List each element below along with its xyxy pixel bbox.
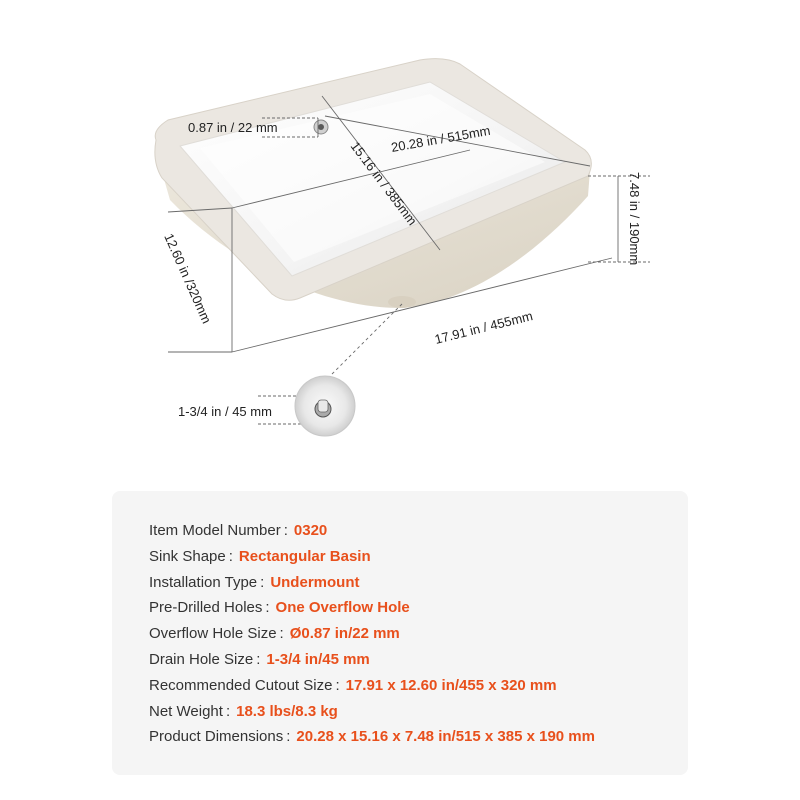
spec-value: One Overflow Hole — [275, 599, 410, 617]
spec-sink-shape — [149, 544, 595, 570]
top-length-dimension-label: 20.28 in / 515mm — [389, 122, 492, 155]
spec-value: 20.28 x 15.16 x 7.48 in/515 x 385 x 190 mm — [296, 728, 595, 746]
spec-recommended-cutout-size — [149, 673, 595, 699]
spec-label: Product Dimensions — [149, 728, 284, 746]
spec-separator: : — [260, 573, 265, 591]
spec-label: Sink Shape — [149, 547, 226, 565]
spec-label: Overflow Hole Size — [149, 625, 277, 643]
spec-value: 0320 — [293, 522, 328, 539]
spec-overflow-hole-size — [149, 621, 595, 647]
overflow-hole-icon — [314, 120, 328, 134]
spec-value: 1-3/4 in/45 mm — [266, 650, 370, 668]
drain-hole-dimension-label: 1-3/4 in / 45 mm — [178, 404, 272, 419]
spec-separator: : — [265, 599, 270, 617]
spec-separator: : — [283, 522, 288, 539]
spec-separator: : — [279, 625, 284, 643]
spec-separator: : — [335, 676, 340, 694]
cutout-width-dimension-label: 12.60 in /320mm — [161, 231, 215, 326]
spec-value: 18.3 lbs/8.3 kg — [236, 702, 338, 720]
spec-separator: : — [286, 728, 291, 746]
cutout-length-dimension-label: 17.91 in / 455mm — [433, 308, 535, 347]
spec-value: Rectangular Basin — [238, 547, 371, 565]
spec-value: Undermount — [270, 573, 360, 591]
overflow-hole-dimension-label: 0.87 in / 22 mm — [188, 120, 278, 135]
spec-separator: : — [225, 702, 231, 720]
drain-hole-icon — [295, 376, 355, 436]
spec-value: 17.91 x 12.60 in/455 x 320 mm — [345, 676, 557, 694]
spec-value: Ø0.87 in/22 mm — [289, 625, 400, 643]
specifications-list — [149, 518, 595, 750]
spec-label: Item Model Number — [149, 522, 281, 539]
spec-item-model-number — [149, 518, 595, 544]
spec-label: Net Weight — [149, 702, 223, 720]
spec-product-dimensions — [149, 724, 595, 750]
height-dimension-label: 7.48 in / 190mm — [627, 172, 642, 266]
spec-pre-drilled-holes — [149, 595, 595, 621]
spec-label: Drain Hole Size — [149, 650, 254, 668]
specifications-card — [112, 491, 688, 775]
spec-net-weight — [149, 699, 595, 725]
spec-installation-type — [149, 570, 595, 596]
spec-label: Recommended Cutout Size — [149, 676, 333, 694]
spec-label: Pre-Drilled Holes — [149, 599, 263, 617]
spec-separator: : — [228, 547, 233, 565]
top-width-dimension-label: 15.16 in / 385mm — [347, 138, 421, 229]
spec-drain-hole-size — [149, 647, 595, 673]
spec-separator: : — [256, 650, 261, 668]
spec-label: Installation Type — [149, 573, 258, 591]
